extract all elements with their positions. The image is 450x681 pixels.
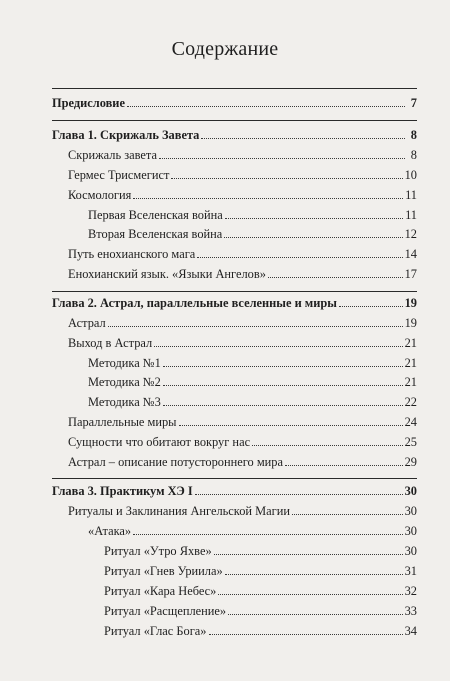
toc-entry-page: 8 bbox=[410, 128, 417, 142]
toc-entry-label: Выход в Астрал bbox=[68, 336, 153, 350]
toc-entry-label: Астрал bbox=[68, 316, 106, 330]
toc-entry-label: Глава 3. Практикум ХЭ I bbox=[52, 484, 193, 498]
toc-entry-label: Ритуал «Кара Небес» bbox=[104, 584, 217, 598]
toc-entry-chapter-1[interactable] bbox=[52, 127, 417, 143]
toc-entry-page: 19 bbox=[404, 316, 417, 330]
toc-entry[interactable] bbox=[88, 207, 417, 223]
toc-entry-label: Космология bbox=[68, 188, 132, 202]
toc-entry[interactable] bbox=[68, 315, 417, 331]
toc-entry-page: 22 bbox=[404, 395, 417, 409]
toc-entry-page: 30 bbox=[404, 544, 417, 558]
toc-entry[interactable] bbox=[68, 167, 417, 183]
toc-entry[interactable] bbox=[68, 246, 417, 262]
dot-leader bbox=[127, 105, 405, 107]
toc-entry-label: Вторая Вселенская война bbox=[88, 227, 223, 241]
dot-leader bbox=[163, 384, 403, 386]
dot-leader bbox=[292, 513, 403, 515]
toc-entry-label: Предисловие bbox=[52, 96, 125, 110]
toc-entry[interactable] bbox=[68, 187, 417, 203]
toc-entry-label: Ритуал «Гнев Уриила» bbox=[104, 564, 223, 578]
toc-entry[interactable] bbox=[104, 603, 417, 619]
toc-entry[interactable] bbox=[68, 414, 417, 430]
dot-leader bbox=[252, 444, 403, 446]
toc-entry-label: Енохианский язык. «Языки Ангелов» bbox=[68, 267, 266, 281]
toc-entry-label: Ритуал «Утро Яхве» bbox=[104, 544, 212, 558]
dot-leader bbox=[224, 236, 402, 238]
toc-entry-chapter-2[interactable] bbox=[52, 295, 417, 311]
toc-entry[interactable] bbox=[104, 563, 417, 579]
toc-entry[interactable] bbox=[104, 623, 417, 639]
toc-entry-page: 21 bbox=[404, 375, 417, 389]
dot-leader bbox=[228, 613, 403, 615]
toc-entry-page: 7 bbox=[410, 96, 417, 110]
toc-entry-label: Глава 2. Астрал, параллельные вселенные и миры bbox=[52, 296, 337, 310]
dot-leader bbox=[133, 197, 403, 199]
dot-leader bbox=[285, 464, 403, 466]
dot-leader bbox=[179, 424, 403, 426]
divider bbox=[52, 291, 417, 292]
divider bbox=[52, 88, 417, 89]
dot-leader bbox=[339, 305, 403, 307]
divider bbox=[52, 478, 417, 479]
toc-entry-page: 33 bbox=[404, 604, 417, 618]
toc-entry-page: 19 bbox=[404, 296, 417, 310]
toc-entry-label: Ритуал «Глас Бога» bbox=[104, 624, 207, 638]
dot-leader bbox=[268, 276, 403, 278]
dot-leader bbox=[171, 177, 402, 179]
page-title: Содержание bbox=[171, 38, 279, 60]
toc-entry-label: Глава 1. Скрижаль Завета bbox=[52, 128, 200, 142]
toc-entry-page: 30 bbox=[404, 484, 417, 498]
toc-entry-page: 11 bbox=[405, 188, 417, 202]
toc-entry[interactable] bbox=[68, 335, 417, 351]
toc-entry[interactable] bbox=[88, 523, 417, 539]
toc-entry-page: 17 bbox=[404, 267, 417, 281]
toc-entry-page: 25 bbox=[404, 435, 417, 449]
toc-entry[interactable] bbox=[68, 434, 417, 450]
toc-entry-page: 32 bbox=[404, 584, 417, 598]
toc-entry-page: 30 bbox=[404, 524, 417, 538]
dot-leader bbox=[201, 137, 405, 139]
toc-entry-label: Скрижаль завета bbox=[68, 148, 157, 162]
toc-entry-chapter-3[interactable] bbox=[52, 483, 417, 499]
toc-entry[interactable] bbox=[68, 147, 417, 163]
dot-leader bbox=[197, 256, 402, 258]
toc-entry-label: Методика №2 bbox=[88, 375, 161, 389]
toc-entry[interactable] bbox=[68, 454, 417, 470]
toc-entry-label: Первая Вселенская война bbox=[88, 208, 223, 222]
toc-entry-label: Методика №1 bbox=[88, 356, 161, 370]
dot-leader bbox=[154, 345, 402, 347]
toc-entry-label: Ритуал «Расщепление» bbox=[104, 604, 227, 618]
toc-entry-label: Сущности что обитают вокруг нас bbox=[68, 435, 251, 449]
dot-leader bbox=[214, 553, 403, 555]
toc-entry[interactable] bbox=[88, 355, 417, 371]
dot-leader bbox=[163, 365, 403, 367]
divider bbox=[52, 120, 417, 121]
toc-entry-label: Гермес Трисмегист bbox=[68, 168, 170, 182]
dot-leader bbox=[209, 633, 403, 635]
toc-entry[interactable] bbox=[104, 583, 417, 599]
toc-entry-label: «Атака» bbox=[88, 524, 132, 538]
toc-entry-preface[interactable] bbox=[52, 95, 417, 111]
toc-entry-page: 34 bbox=[404, 624, 417, 638]
toc-entry[interactable] bbox=[68, 266, 417, 282]
toc-entry-page: 30 bbox=[404, 504, 417, 518]
dot-leader bbox=[195, 493, 403, 495]
dot-leader bbox=[163, 404, 403, 406]
toc-entry-page: 24 bbox=[404, 415, 417, 429]
toc-entry-page: 10 bbox=[404, 168, 417, 182]
toc-entry-label: Путь енохианского мага bbox=[68, 247, 196, 261]
toc-entry-page: 31 bbox=[404, 564, 417, 578]
toc-entry-label: Ритуалы и Заклинания Ангельской Магии bbox=[68, 504, 290, 518]
toc-entry[interactable] bbox=[68, 503, 417, 519]
dot-leader bbox=[159, 157, 405, 159]
toc-entry[interactable] bbox=[88, 226, 417, 242]
toc-entry[interactable] bbox=[88, 394, 417, 410]
toc-entry-page: 12 bbox=[404, 227, 417, 241]
toc-entry-page: 11 bbox=[405, 208, 417, 222]
toc-entry-page: 29 bbox=[404, 455, 417, 469]
toc-entry[interactable] bbox=[88, 374, 417, 390]
toc-entry-label: Методика №3 bbox=[88, 395, 161, 409]
toc-entry-label: Астрал – описание потустороннего мира bbox=[68, 455, 283, 469]
toc-entry-page: 21 bbox=[404, 356, 417, 370]
toc-entry[interactable] bbox=[104, 543, 417, 559]
dot-leader bbox=[133, 533, 402, 535]
toc-entry-page: 8 bbox=[410, 148, 417, 162]
toc-entry-label: Параллельные миры bbox=[68, 415, 177, 429]
toc-entry-page: 21 bbox=[404, 336, 417, 350]
dot-leader bbox=[108, 325, 403, 327]
dot-leader bbox=[225, 217, 403, 219]
dot-leader bbox=[218, 593, 402, 595]
dot-leader bbox=[225, 573, 403, 575]
toc-entry-page: 14 bbox=[404, 247, 417, 261]
